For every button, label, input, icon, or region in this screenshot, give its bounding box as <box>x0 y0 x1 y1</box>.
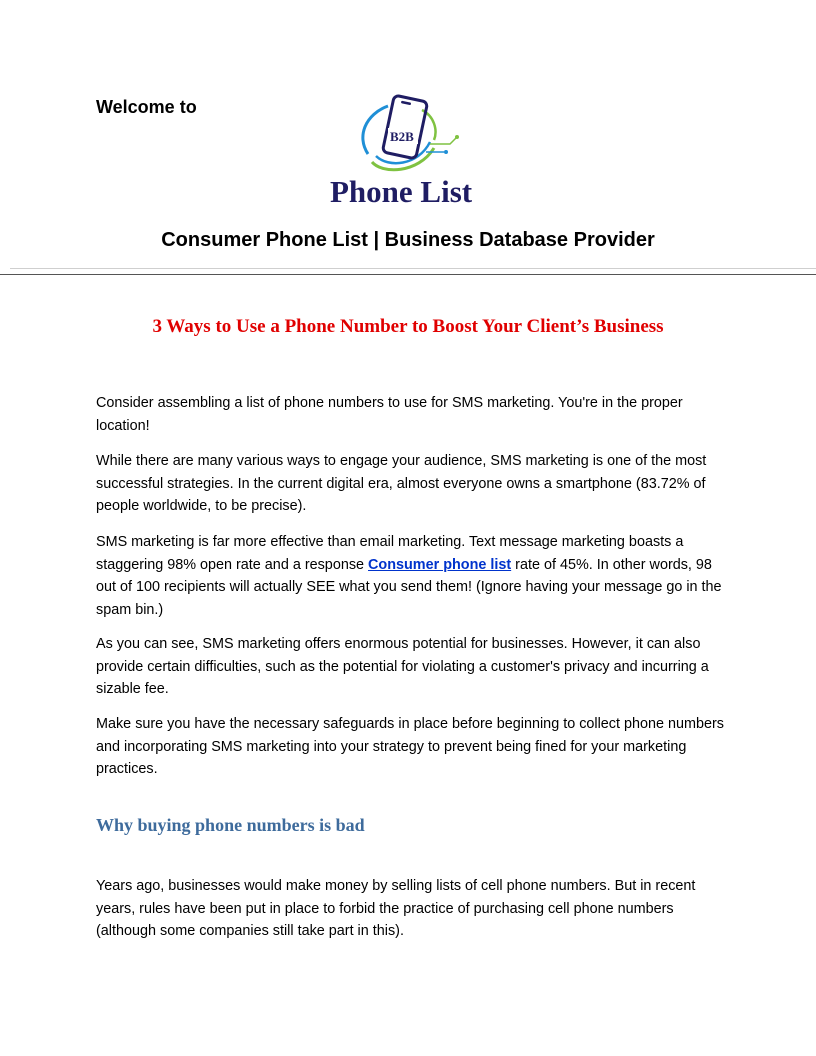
section-paragraph-1 <box>96 875 728 943</box>
logo-badge-text: B2B <box>390 129 414 144</box>
b2b-phone-list-logo <box>326 92 482 210</box>
header-divider-dark <box>0 274 816 275</box>
consumer-phone-list-link[interactable]: Consumer phone list <box>368 556 512 573</box>
paragraph-1 <box>96 392 728 437</box>
header-divider-light <box>10 268 816 269</box>
welcome-heading: Welcome to <box>96 97 197 117</box>
paragraph-3-text-before: SMS marketing is far more effective than email marketing. Text message marketing boasts a staggering 98% open rate and a response <box>96 534 684 573</box>
paragraph-4-text: As you can see, SMS marketing offers enormous potential for businesses. However, it can also provide certain difficulties, such as the potential for violating a customer's privacy and incurring a sizable fee. <box>96 636 709 697</box>
logo-wordmark: Phone List <box>330 174 473 209</box>
article-title: 3 Ways to Use a Phone Number to Boost Your Client’s Business <box>152 316 664 337</box>
paragraph-3 <box>96 531 728 621</box>
paragraph-5-text: Make sure you have the necessary safeguards in place before beginning to collect phone numbers and incorporating SMS marketing into your strategy to prevent being fined for your marketing practices. <box>96 716 724 777</box>
paragraph-4 <box>96 633 728 701</box>
section-paragraph-1-text: Years ago, businesses would make money by selling lists of cell phone numbers. But in recent years, rules have been put in place to forbid the practice of purchasing cell phone numbers (although some companies still take part in this). <box>96 878 696 939</box>
paragraph-5 <box>96 713 728 781</box>
paragraph-3-text-after: rate of 45%. In other words, 98 out of 100 recipients will actually SEE what you send them! (Ignore having your message go in the spam bin.) <box>96 556 722 618</box>
section-heading: Why buying phone numbers is bad <box>96 815 365 835</box>
paragraph-1-text: Consider assembling a list of phone numbers to use for SMS marketing. You're in the proper location! <box>96 395 683 434</box>
site-title: Consumer Phone List | Business Database Provider <box>161 229 655 251</box>
paragraph-2-text: While there are many various ways to engage your audience, SMS marketing is one of the most successful strategies. In the current digital era, almost everyone owns a smartphone (83.72% of people worldwide, to be precise). <box>96 453 707 514</box>
paragraph-2 <box>96 450 728 518</box>
